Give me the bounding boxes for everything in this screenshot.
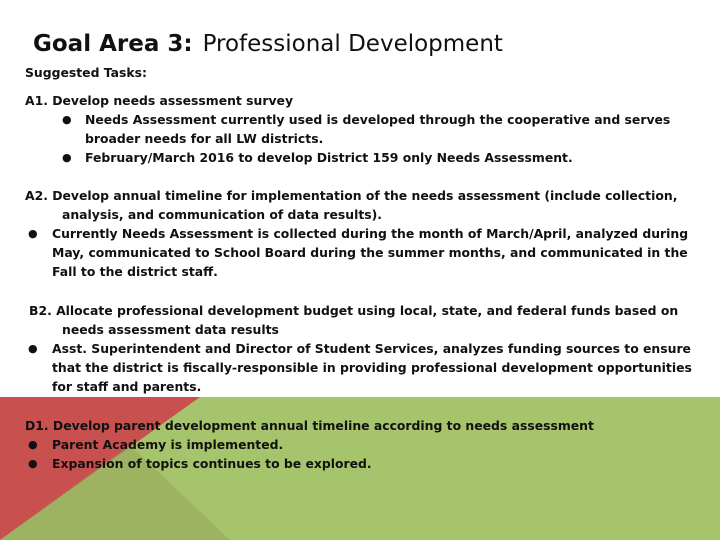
bullet-icon: ● [28, 438, 38, 451]
task-heading: A1. Develop needs assessment survey [25, 93, 294, 108]
task-heading-continued: needs assessment data results [62, 322, 279, 337]
task-detail-line: Parent Academy is implemented. [52, 437, 284, 452]
title-topic: Professional Development [202, 31, 503, 57]
slide-title [33, 30, 503, 58]
task-detail-line: Needs Assessment currently used is developed through the cooperative and serves [85, 112, 671, 127]
task-detail-line: Fall to the district staff. [52, 264, 218, 279]
task-detail-line: Currently Needs Assessment is collected during the month of March/April, analyzed during [52, 226, 689, 241]
task-detail-line: broader needs for all LW districts. [85, 131, 324, 146]
task-heading: B2. Allocate professional development budget using local, state, and federal funds based on [29, 303, 679, 318]
task-detail-line: May, communicated to School Board during the summer months, and communicated in the [52, 245, 688, 260]
bullet-icon: ● [28, 342, 38, 355]
task-detail-line: Asst. Superintendent and Director of Student Services, analyzes funding sources to ensure [52, 341, 691, 356]
task-heading: A2. Develop annual timeline for implementation of the needs assessment (include collection, [25, 188, 678, 203]
task-heading: D1. Develop parent development annual timeline according to needs assessment [25, 418, 594, 433]
bullet-icon: ● [62, 151, 72, 164]
bullet-icon: ● [28, 457, 38, 470]
task-detail-line: that the district is fiscally-responsible in providing professional development opportunities [52, 360, 692, 375]
task-detail-line: Expansion of topics continues to be explored. [52, 456, 372, 471]
title-goal-area: Goal Area 3: [33, 31, 193, 57]
suggested-tasks-label: Suggested Tasks: [25, 65, 147, 80]
bullet-icon: ● [28, 227, 38, 240]
bullet-icon: ● [62, 113, 72, 126]
task-detail-line: February/March 2016 to develop District 159 only Needs Assessment. [85, 150, 573, 165]
task-heading-continued: analysis, and communication of data results). [62, 207, 383, 222]
task-detail-line: for staff and parents. [52, 379, 202, 394]
